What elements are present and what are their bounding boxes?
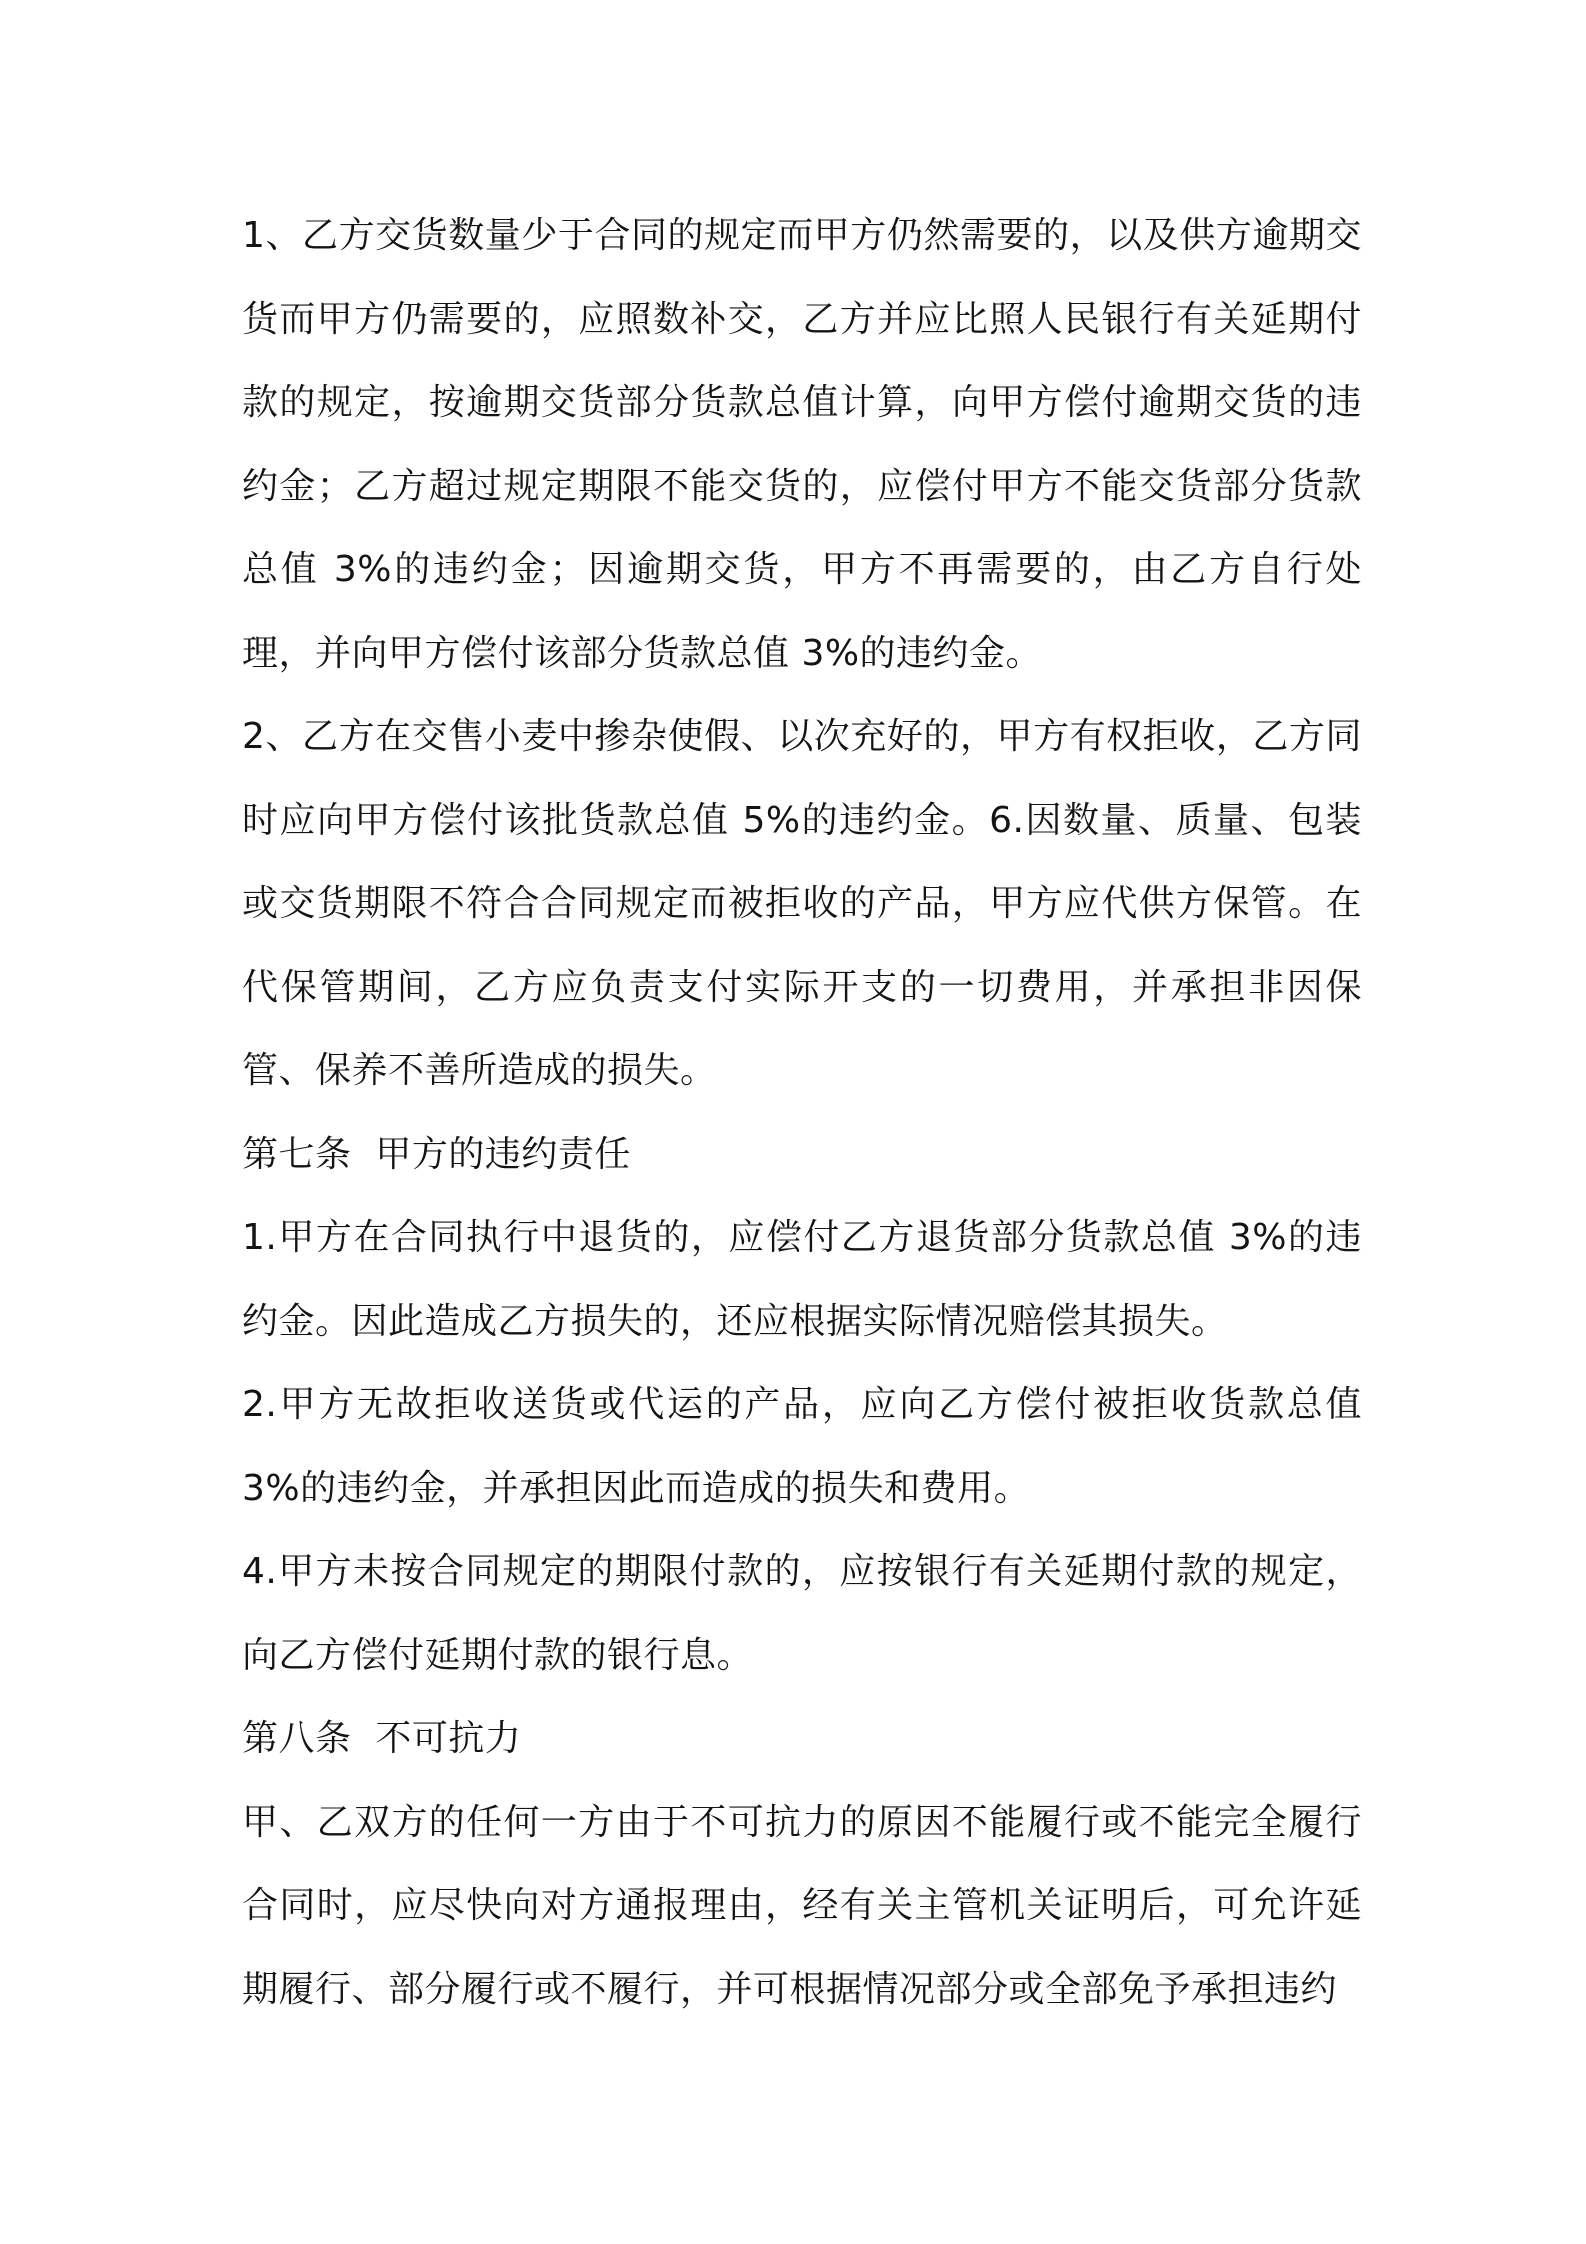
clause-7-item-2: 2.甲方无故拒收送货或代运的产品，应向乙方偿付被拒收货款总值 3%的违约金，并承担因此而造成的损失和费用。	[242, 1384, 1362, 1509]
article-8-heading: 第八条 不可抗力	[242, 1718, 522, 1759]
clause-7-item-4: 4.甲方未按合同规定的期限付款的，应按银行有关延期付款的规定，向乙方偿付延期付款的银行息。	[242, 1551, 1362, 1676]
clause-7-item-1: 1.甲方在合同执行中退货的，应偿付乙方退货部分货款总值 3%的违约金。因此造成乙方损失的，还应根据实际情况赔偿其损失。	[242, 1217, 1362, 1342]
clause-6-item-2: 2、乙方在交售小麦中掺杂使假、以次充好的，甲方有权拒收，乙方同时应向甲方偿付该批货款总值 5%的违约金。6.因数量、质量、包装或交货期限不符合合同规定而被拒收的产品，甲方应代供方保管。在代保管期间，乙方应负责支付实际开支的一切费用，并承担非因保管、保养不善所造成的损失。	[242, 716, 1362, 1091]
clause-8-body: 甲、乙双方的任何一方由于不可抗力的原因不能履行或不能完全履行合同时，应尽快向对方通报理由，经有关主管机关证明后，可允许延期履行、部分履行或不履行，并可根据情况部分或全部免予承担违约	[242, 1801, 1362, 2010]
article-7-heading: 第七条 甲方的违约责任	[242, 1133, 631, 1175]
document-body	[242, 194, 1362, 2031]
clause-6-item-1: 1、乙方交货数量少于合同的规定而甲方仍然需要的，以及供方逾期交货而甲方仍需要的，应照数补交，乙方并应比照人民银行有关延期付款的规定，按逾期交货部分货款总值计算，向甲方偿付逾期交货的违约金；乙方超过规定期限不能交货的，应偿付甲方不能交货部分货款总值 3%的违约金；因逾期交货，甲方不再需要的，由乙方自行处理，并向甲方偿付该部分货款总值 3%的违约金。	[242, 215, 1362, 674]
